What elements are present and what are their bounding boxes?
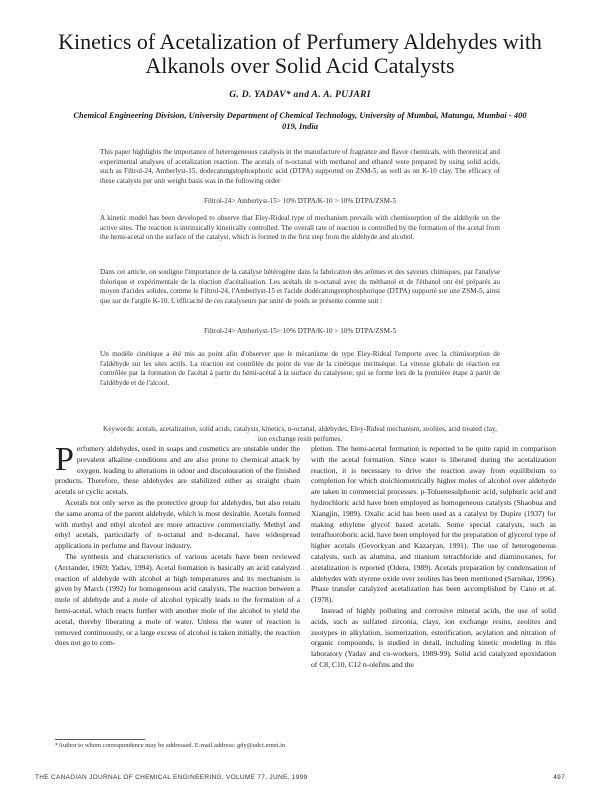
keywords: Keywords: acetals, acetalization, solid acids, catalysts, kinetics, n-octanal, aldehydes, Eley-Rideal mechanism, zeolites, acid treated clay, ion exchange resin perfumes. (103, 425, 497, 443)
body-paragraph: Acetals not only serve as the protective group for aldehydes, but also retain the same aroma of the parent aldehyde, which is most desirable. Acetals formed with methyl and ethyl alcohol are more attractive commercially. Methyl and ethyl acetals, particularly of n-octanal and n-decanal, have widespread applications in perfume and flavour industry. (55, 497, 300, 551)
kinetic-model-english: A kinetic model has been developed to observe that Eley-Rideal type of mechanism prevails with chemisorption of the aldehyde on the active sites. The reaction is intrinsically kinetically controlled. The overall rate of reaction is controlled by the formation of the acetal from the hemi-acetal on the surface of the catalyst, which is formed in the first step from the aldehyde and alcohol. (100, 214, 500, 242)
catalyst-order-english: Filtrol-24> Amberlyst-15> 10% DTPA/K-10 > 10% DTPA/ZSM-5 (203, 197, 397, 205)
kinetic-model-french: Un modèle cinétique a été mis au point afin d'observer que le mécanisme de type Eley-Rideal l'emporte avec la chimisorption de l'aldéhyde sur les sites actifs. La réaction est contrôlée du point de vue de la cinétique intrinsèque. La vitesse globale de réaction est contrôlée par la formation de l'acétal à partir du hémi-acétal à la surface du catalyseur, qui se forme lors de la première étape à partir de l'aldéhyde et de l'alcool. (100, 350, 500, 387)
body-paragraph: Instead of highly polluting and corrosive mineral acids, the use of solid acids, such as sulfated zirconia, clays, ion exchange resins, zeolites and zeotypes in alkylation, isomerization, esterification, acylation and nitration of organic compounds, is studied in detail, including kinetic modeling in this laboratory (Yadav and co-workers, 1989-99). Solid acid catalyzed epoxidation of C8, C10, C12 n-olefins and the (311, 605, 556, 669)
footnote-rule (55, 739, 145, 740)
affiliation: Chemical Engineering Division, University Department of Chemical Technology, University of Mumbai, Matunga, Mumbai - 400 019, India (73, 110, 527, 131)
paper-title: Kinetics of Acetalization of Perfumery Aldehydes with Alkanols over Solid Acid Catalysts (58, 29, 542, 78)
abstract-english: This paper highlights the importance of heterogeneous catalysis in the manufacture of fragrance and flavor chemicals, with theoretical and experimental analyses of acetalization reaction. The acetals of n-octanal with methanol and ethanol were prepared by using solid acids, such as Filtrol-24, Amberlyst-15, dodecatungstophosphoric acid (DTPA) supported on ZSM-5, as well as on K-10 clay. The efficacy of these catalysts per unit weight basis was in the following order (100, 148, 500, 185)
abstract-french: Dans cet article, on souligne l'importance de la catalyse hétérogène dans la fabrication des arômes et des saveurs chimiques, par l'analyse théorique et expérimentale de la réaction d'acétalisation. Les acétals de n-octanal avec du méthanol et de l'éthanol ont été préparés au moyen d'acides solides, comme le Filtrol-24, l'Amberlyst-15 et l'acide dodécatungstophosphorique (DTPA) supporté sur une ZSM-5, ainsi que sur de l'argile K-10. L'efficacité de ces catalyseurs par unité de poids se présente comme suit : (100, 268, 500, 305)
footnote: *Author to whom correspondence may be addressed. E-mail address: gdy@udct.ernet.in (55, 742, 286, 749)
body-paragraph: pletion. The hemi-acetal formation is reported to be quite rapid in comparison with the acetal formation. Since water is liberated during the acetalization reaction, it is necessary to drive the reaction away from equilibrium to completion for which stoichiometrically higher moles of alcohol over aldehyde are taken in commercial processes. p-Toluenesulphonic acid, sulphuric acid and hydrochloric acid have been employed as homogeneous catalysts (Shaobua and Xiangjin, 1989). Oxalic acid has been used as a catalyst by Dupire (1937) for making ethylene glycol based acetals. Some special catalysts, such as tetrafluoroboric acid, have been employed for the preparation of glycerol type of higher acetals (Gevorkyan and Kazaryan, 1991). The use of heterogeneous catalysts, such as alumina, and titanium tetrachloride and diaminoxanes, for acetalization is reported (Odera, 1989). Acetals preparation by condensation of aldehydes with styrene oxide over zeolites has been mentioned (Sarnikar, 1996). Phase transfer catalyzed acetalization has been accomplished by Cano et al. (1978). (311, 444, 557, 605)
body-column-left (55, 441, 300, 649)
catalyst-order-french: Filtrol-24> Amberlyst-15> 10% DTPA/K-10 > 10% DTPA/ZSM-5 (203, 327, 397, 335)
body-column-right (311, 444, 556, 671)
body-paragraph: The synthesis and characteristics of various acetals have been reviewed (Arctander, 1969; Yadav, 1994). Acetal formation is basically an acid catalyzed reaction of aldehyde with alcohol at high temperatures and its mechanism is given by March (1992) for homogeneous acid catalysts. The reaction between a mole of aldehyde and a mole of alcohol typically leads to the formation of a hemi-acetal, which reacts further with another mole of the alcohol to yield the acetal, thereby liberating a mole of water. Unless the water of reaction is removed continuously, or a large excess of alcohol is taken initially, the reaction does not go to com- (55, 551, 300, 648)
drop-cap: P (55, 441, 74, 478)
body-paragraph: Perfumery aldehydes, used in soaps and cosmetics are unstable under the prevalent alkaline conditions and are also prone to chemical attack by oxygen, leading to alterations in odour and discolouration of the finished products. Therefore, these aldehydes are stabilized either as straight chain acetals or cyclic acetals. (55, 441, 300, 497)
journal-citation: THE CANADIAN JOURNAL OF CHEMICAL ENGINEERING, VOLUME 77, JUNE, 1999 (35, 774, 308, 781)
author-line: G. D. YADAV* and A. A. PUJARI (229, 90, 371, 100)
page-footer (35, 774, 565, 781)
page-number: 497 (553, 774, 565, 781)
